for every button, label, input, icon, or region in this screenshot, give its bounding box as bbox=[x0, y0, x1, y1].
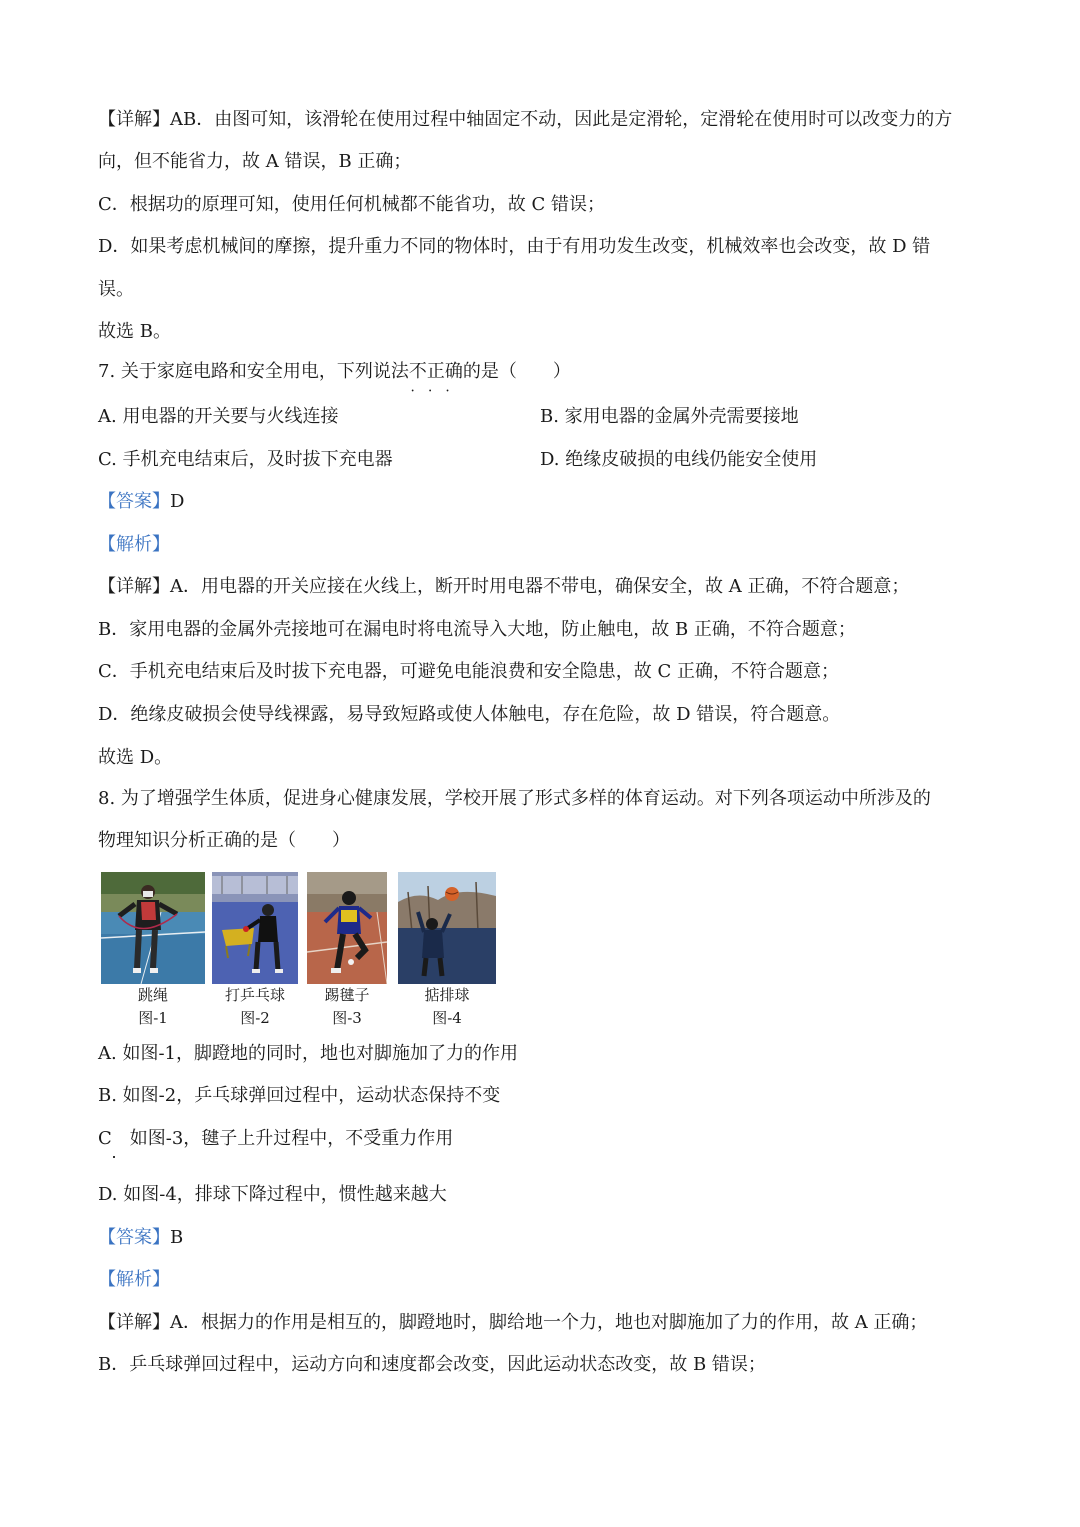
q7-answer: 【答案】D bbox=[98, 491, 185, 512]
q8-analysis-tag: 【解析】 bbox=[98, 1269, 170, 1290]
sports-figures bbox=[100, 872, 520, 1032]
q7-option-b: B. 家用电器的金属外壳需要接地 bbox=[540, 406, 799, 427]
figure-3-name: 踢毽子 bbox=[324, 986, 370, 1004]
answer-tag: 【答案】 bbox=[98, 1227, 170, 1248]
emphasis-dotted-text: 不正确 • • • bbox=[409, 361, 463, 382]
q7-option-a: A. 用电器的开关要与火线连接 bbox=[98, 406, 339, 427]
figure-1-name: 跳绳 bbox=[137, 986, 168, 1004]
q8-answer: 【答案】B bbox=[98, 1227, 184, 1248]
explanation-line: D．如果考虑机械间的摩擦，提升重力不同的物体时，由于有用功发生改变，机械效率也会改变，故 D 错 bbox=[98, 236, 931, 257]
q7-detail-line: B．家用电器的金属外壳接地可在漏电时将电流导入大地，防止触电，故 B 正确，不符合题意； bbox=[98, 619, 856, 640]
q7-detail-line: 【详解】A．用电器的开关应接在火线上，断开时用电器不带电，确保安全，故 A 正确，不符合题意； bbox=[98, 576, 910, 597]
explanation-line: 误。 bbox=[98, 279, 134, 300]
conclusion-line: 故选 B。 bbox=[98, 321, 171, 342]
explanation-line: 【详解】AB．由图可知，该滑轮在使用过程中轴固定不动，因此是定滑轮，定滑轮在使用时可以改变力的方 bbox=[98, 109, 953, 130]
q8-option-b: B. 如图-2，乒乓球弹回过程中，运动状态保持不变 bbox=[98, 1085, 501, 1106]
question-7-stem: 7. 关于家庭电路和安全用电，下列说法不正确 • • •的是（ ） bbox=[98, 359, 988, 385]
q7-detail-line: D．绝缘皮破损会使导线裸露，易导致短路或使人体触电，存在危险，故 D 错误，符合题意。 bbox=[98, 704, 841, 725]
explanation-line: C．根据功的原理可知，使用任何机械都不能省功，故 C 错误； bbox=[98, 194, 605, 215]
figure-4-name: 掂排球 bbox=[424, 986, 470, 1004]
figure-1-label: 图-1 bbox=[138, 1009, 168, 1027]
volleyball-photo bbox=[398, 872, 496, 984]
question-8-stem: 物理知识分析正确的是（ ） bbox=[98, 830, 350, 851]
figure-2-name: 打乒乓球 bbox=[224, 986, 285, 1004]
answer-tag: 【答案】 bbox=[98, 491, 170, 512]
figure-3-label: 图-3 bbox=[332, 1009, 362, 1027]
figure-2-label: 图-2 bbox=[240, 1009, 270, 1027]
q7-conclusion: 故选 D。 bbox=[98, 747, 173, 768]
q8-detail-line: 【详解】A．根据力的作用是相互的，脚蹬地时，脚给地一个力，地也对脚施加了力的作用，故 A 正确； bbox=[98, 1312, 928, 1333]
q8-detail-line: B．乒乓球弹回过程中，运动方向和速度都会改变，因此运动状态改变，故 B 错误； bbox=[98, 1354, 766, 1375]
q8-option-d: D. 如图-4，排球下降过程中，惯性越来越大 bbox=[98, 1184, 447, 1205]
jump-rope-photo bbox=[101, 872, 205, 984]
shuttlecock-kicking-photo bbox=[307, 872, 387, 984]
figure-1 bbox=[101, 872, 205, 1030]
question-8-stem: 8. 为了增强学生体质，促进身心健康发展，学校开展了形式多样的体育运动。对下列各项运动中所涉及的 bbox=[98, 788, 931, 809]
q7-option-c: C. 手机充电结束后，及时拔下充电器 bbox=[98, 449, 393, 470]
q7-detail-line: C．手机充电结束后及时拔下充电器，可避免电能浪费和安全隐患，故 C 正确，不符合题意； bbox=[98, 661, 839, 682]
figure-3 bbox=[307, 872, 387, 1030]
q8-option-a: A. 如图-1，脚蹬地的同时，地也对脚施加了力的作用 bbox=[98, 1043, 518, 1064]
stray-dot bbox=[113, 1156, 115, 1158]
explanation-line: 向，但不能省力，故 A 错误，B 正确； bbox=[98, 151, 412, 172]
q7-option-d: D. 绝缘皮破损的电线仍能安全使用 bbox=[540, 449, 818, 470]
q7-analysis-tag: 【解析】 bbox=[98, 534, 170, 555]
figure-4-label: 图-4 bbox=[432, 1009, 462, 1027]
figure-4 bbox=[398, 872, 496, 1030]
figure-2 bbox=[212, 872, 298, 1030]
table-tennis-photo bbox=[212, 872, 298, 984]
q8-option-c: C 如图-3，毽子上升过程中，不受重力作用 bbox=[98, 1128, 454, 1149]
